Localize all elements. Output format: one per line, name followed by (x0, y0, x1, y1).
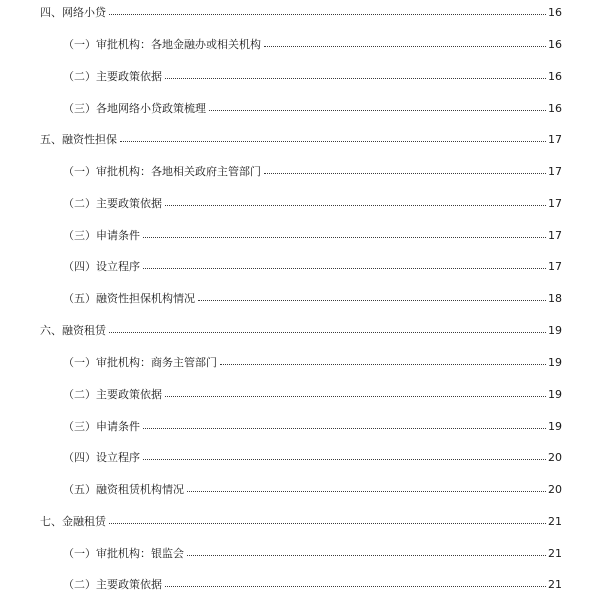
toc-page-number: 17 (548, 133, 562, 146)
toc-subsection[interactable] (63, 578, 562, 592)
toc-page-number: 17 (548, 165, 562, 178)
toc-page-number: 16 (548, 102, 562, 115)
toc-page-number: 16 (548, 38, 562, 51)
toc-subsection[interactable] (63, 38, 562, 52)
toc-entry-title: （三）各地网络小贷政策梳理 (63, 102, 206, 115)
toc-dot-leader (165, 78, 546, 79)
toc-section-4[interactable] (40, 6, 562, 20)
toc-page-number: 18 (548, 292, 562, 305)
toc-entry-title: （四）设立程序 (63, 260, 140, 273)
toc-dot-leader (220, 364, 546, 365)
toc-dot-leader (143, 459, 546, 460)
toc-entry-title: 六、融资租赁 (40, 324, 106, 337)
toc-subsection[interactable] (63, 165, 562, 179)
toc-subsection[interactable] (63, 197, 562, 211)
toc-dot-leader (165, 586, 546, 587)
toc-entry-title: （四）设立程序 (63, 451, 140, 464)
toc-section-5[interactable] (40, 133, 562, 147)
toc-dot-leader (264, 46, 546, 47)
toc-dot-leader (264, 173, 546, 174)
toc-page-number: 17 (548, 197, 562, 210)
toc-entry-title: 五、融资性担保 (40, 133, 117, 146)
toc-subsection[interactable] (63, 388, 562, 402)
toc-entry-title: 七、金融租赁 (40, 515, 106, 528)
toc-section-6[interactable] (40, 324, 562, 338)
toc-section-7[interactable] (40, 515, 562, 529)
toc-page-number: 17 (548, 260, 562, 273)
toc-dot-leader (143, 237, 546, 238)
toc-subsection[interactable] (63, 451, 562, 465)
toc-page-number: 19 (548, 324, 562, 337)
toc-subsection[interactable] (63, 547, 562, 561)
toc-page-number: 21 (548, 515, 562, 528)
toc-subsection[interactable] (63, 260, 562, 274)
toc-page-number: 19 (548, 388, 562, 401)
toc-page-number: 16 (548, 70, 562, 83)
toc-subsection[interactable] (63, 102, 562, 116)
toc-page-number: 20 (548, 483, 562, 496)
toc-dot-leader (143, 268, 546, 269)
toc-subsection[interactable] (63, 420, 562, 434)
toc-page-number: 19 (548, 420, 562, 433)
toc-entry-title: （三）申请条件 (63, 420, 140, 433)
toc-subsection[interactable] (63, 229, 562, 243)
toc-dot-leader (187, 491, 546, 492)
toc-page-number: 20 (548, 451, 562, 464)
toc-entry-title: （二）主要政策依据 (63, 197, 162, 210)
toc-entry-title: （一）审批机构：各地相关政府主管部门 (63, 165, 261, 178)
toc-entry-title: （一）审批机构：各地金融办或相关机构 (63, 38, 261, 51)
toc-dot-leader (143, 428, 546, 429)
toc-entry-title: （一）审批机构：商务主管部门 (63, 356, 217, 369)
toc-dot-leader (187, 555, 546, 556)
toc-dot-leader (109, 332, 546, 333)
toc-entry-title: （三）申请条件 (63, 229, 140, 242)
toc-entry-title: （五）融资性担保机构情况 (63, 292, 195, 305)
toc-dot-leader (109, 14, 546, 15)
toc-subsection[interactable] (63, 70, 562, 84)
toc-dot-leader (198, 300, 546, 301)
toc-page-number: 19 (548, 356, 562, 369)
toc-subsection[interactable] (63, 483, 562, 497)
toc-entry-title: （五）融资租赁机构情况 (63, 483, 184, 496)
toc-subsection[interactable] (63, 292, 562, 306)
toc-dot-leader (109, 523, 546, 524)
toc-dot-leader (209, 110, 546, 111)
toc-dot-leader (120, 141, 546, 142)
toc-entry-title: 四、网络小贷 (40, 6, 106, 19)
toc-entry-title: （二）主要政策依据 (63, 70, 162, 83)
toc-page-number: 21 (548, 578, 562, 591)
toc-entry-title: （二）主要政策依据 (63, 578, 162, 591)
toc-subsection[interactable] (63, 356, 562, 370)
toc-page-number: 16 (548, 6, 562, 19)
toc-page-number: 17 (548, 229, 562, 242)
toc-page-number: 21 (548, 547, 562, 560)
toc-dot-leader (165, 396, 546, 397)
toc-entry-title: （二）主要政策依据 (63, 388, 162, 401)
toc-entry-title: （一）审批机构：银监会 (63, 547, 184, 560)
toc-dot-leader (165, 205, 546, 206)
